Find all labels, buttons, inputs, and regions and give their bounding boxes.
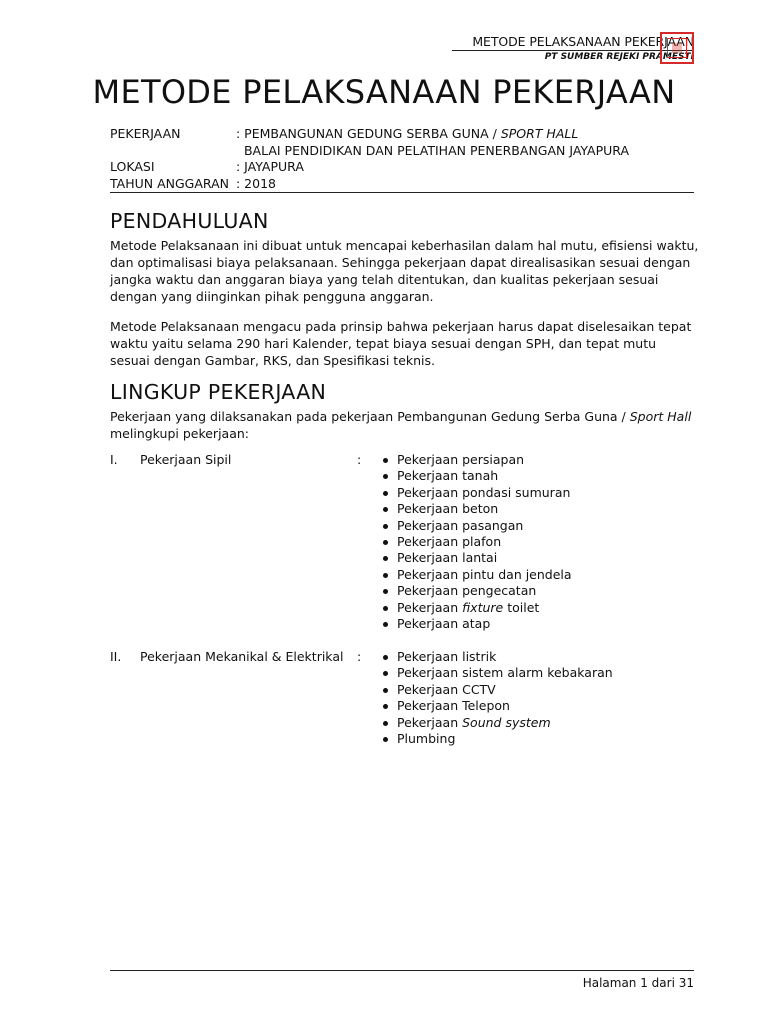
list-item: Pekerjaan listrik xyxy=(397,649,700,665)
info-label: LOKASI xyxy=(110,159,155,174)
list-item: Pekerjaan lantai xyxy=(397,550,700,566)
paragraph-line: Metode Pelaksanaan mengacu pada prinsip bahwa pekerjaan harus dapat diselesaikan tepat xyxy=(110,319,692,334)
list-item: Pekerjaan persiapan xyxy=(397,452,700,468)
paragraph-line: waktu yaitu selama 290 hari Kalender, tepat biaya sesuai dengan SPH, dan tepat mutu xyxy=(110,336,657,351)
page-number: Halaman 1 dari 31 xyxy=(582,976,694,990)
list-item: Pekerjaan beton xyxy=(397,501,700,517)
list-item xyxy=(397,600,700,616)
info-value xyxy=(236,126,578,143)
intro-text-italic: Sport Hall xyxy=(629,409,692,424)
paragraph-pendahuluan-1 xyxy=(110,237,700,305)
running-header-title: METODE PELAKSANAAN PEKERJAAN xyxy=(472,34,694,49)
info-value: : JAYAPURA xyxy=(236,159,304,174)
paragraph-pendahuluan-2 xyxy=(110,318,700,369)
scope-group-mekanikal-elektrikal xyxy=(110,649,700,747)
company-logo xyxy=(660,32,694,64)
info-rule xyxy=(110,192,694,193)
list-item: Pekerjaan Telepon xyxy=(397,698,700,714)
list-item: Pekerjaan sistem alarm kebakaran xyxy=(397,665,700,681)
company-name: PT SUMBER REJEKI PRAMESTI xyxy=(544,52,694,62)
scope-name: Pekerjaan Mekanikal & Elektrikal xyxy=(140,649,344,664)
paragraph-line: dan optimalisasi biaya pelaksanaan. Sehingga pekerjaan dapat direalisasikan sesuai dengan xyxy=(110,255,691,270)
paragraph-lingkup-intro xyxy=(110,408,700,442)
footer-rule xyxy=(110,970,694,971)
paragraph-line: melingkupi pekerjaan: xyxy=(110,426,250,441)
scope-number: II. xyxy=(110,649,122,664)
list-item: Pekerjaan pasangan xyxy=(397,518,700,534)
scope-item-list xyxy=(110,452,700,632)
list-item: Pekerjaan pondasi sumuran xyxy=(397,485,700,501)
paragraph-line: jangka waktu dan anggaran biaya yang telah ditentukan, dan kualitas pekerjaan sesuai xyxy=(110,272,659,287)
document-title: METODE PELAKSANAAN PEKERJAAN xyxy=(92,73,676,111)
paragraph-line xyxy=(110,408,700,425)
list-item: Pekerjaan pengecatan xyxy=(397,583,700,599)
list-item xyxy=(397,715,700,731)
scope-colon: : xyxy=(357,452,362,467)
info-value-italic: SPORT HALL xyxy=(500,126,579,141)
item-text-after: toilet xyxy=(503,599,540,615)
list-item: Pekerjaan plafon xyxy=(397,534,700,550)
scope-name: Pekerjaan Sipil xyxy=(140,452,232,467)
section-heading-pendahuluan: PENDAHULUAN xyxy=(110,209,269,233)
header-rule xyxy=(452,50,694,51)
item-text-italic: Sound system xyxy=(462,714,551,730)
section-heading-lingkup: LINGKUP PEKERJAAN xyxy=(110,380,327,404)
item-text: Pekerjaan xyxy=(397,599,463,615)
list-item: Pekerjaan tanah xyxy=(397,468,700,484)
scope-group-sipil xyxy=(110,452,700,632)
scope-number: I. xyxy=(110,452,118,467)
paragraph-line: dengan yang diinginkan pihak pengguna anggaran. xyxy=(110,289,434,304)
info-value: BALAI PENDIDIKAN DAN PELATIHAN PENERBANGAN JAYAPURA xyxy=(236,142,630,158)
info-label: TAHUN ANGGARAN xyxy=(110,175,229,191)
item-text: Pekerjaan xyxy=(397,714,463,730)
info-label: PEKERJAAN xyxy=(110,126,181,141)
info-value-text: : PEMBANGUNAN GEDUNG SERBA GUNA / xyxy=(236,126,501,141)
paragraph-line: sesuai dengan Gambar, RKS, dan Spesifikasi teknis. xyxy=(110,353,436,368)
list-item: Pekerjaan pintu dan jendela xyxy=(397,567,700,583)
scope-row xyxy=(110,649,700,747)
intro-text: Pekerjaan yang dilaksanakan pada pekerjaan Pembangunan Gedung Serba Guna / xyxy=(110,409,630,424)
list-item: Plumbing xyxy=(397,731,700,747)
scope-row xyxy=(110,452,700,632)
info-value: : 2018 xyxy=(236,175,276,191)
scope-colon: : xyxy=(357,649,362,664)
paragraph-line: Metode Pelaksanaan ini dibuat untuk mencapai keberhasilan dalam hal mutu, efisiensi waktu, xyxy=(110,238,699,253)
item-text-italic: fixture xyxy=(462,599,504,615)
list-item: Pekerjaan atap xyxy=(397,616,700,632)
list-item: Pekerjaan CCTV xyxy=(397,682,700,698)
